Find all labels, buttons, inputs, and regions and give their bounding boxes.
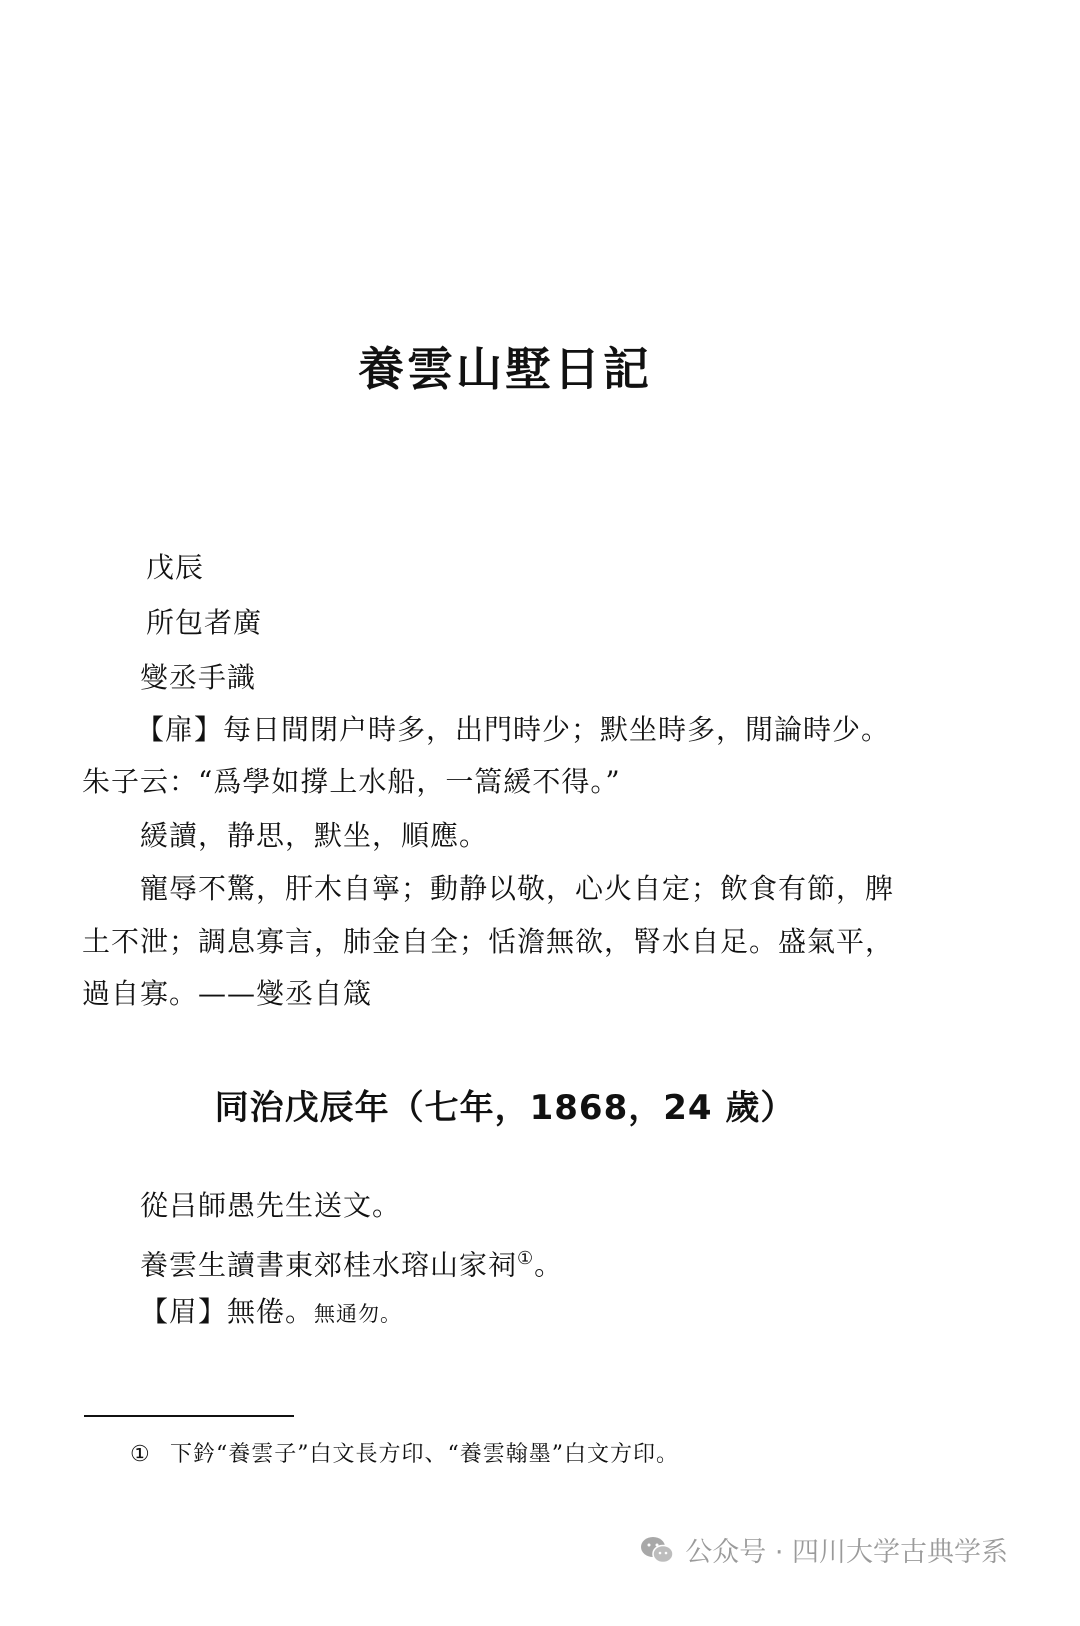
front-line-signature: 燮丞手識 [140,661,257,694]
section-line-1: 從吕師愚先生送文。 [140,1189,402,1222]
section-line-3 [140,1294,402,1332]
front-paragraph-2-line-2: 土不泄；調息寡言，肺金自全；恬澹無欲，腎水自足。盛氣平， [82,925,895,958]
footnote-mark: ① [130,1442,151,1467]
section-line-2-text: 養雲生讀書東郊桂水瑢山家祠 [140,1248,518,1282]
footnote [130,1440,679,1470]
footnote-rule [84,1415,294,1417]
front-line-date: 戊辰 [146,551,205,584]
front-line-motto: 所包者廣 [146,606,263,639]
section-line-3-note: 無通勿。 [314,1302,403,1326]
front-paragraph-2-line-1: 寵辱不驚，肝木自寧；動静以敬，心火自定；飲食有節，脾 [140,872,895,905]
watermark [639,1530,1008,1569]
section-line-3-main: 【眉】無倦。 [140,1295,315,1328]
wechat-icon [639,1535,675,1565]
front-paragraph-1-line-2: 朱子云：“爲學如撐上水船，一篙緩不得。” [82,765,621,798]
section-heading: 同治戊辰年（七年，1868，24 歲） [214,1088,796,1128]
watermark-text: 公众号 · 四川大学古典学系 [685,1537,1008,1568]
footnote-reference[interactable]: ① [517,1248,535,1269]
front-paragraph-1-line-1: 【扉】每日間閉户時多，出門時少；默坐時多，閒論時少。 [136,713,891,746]
front-paragraph-2-line-3: 過自寡。——燮丞自箴 [82,977,373,1010]
section-line-2-end: 。 [534,1248,564,1282]
front-line-maxims: 緩讀，静思，默坐，順應。 [140,819,489,852]
footnote-text: 下鈐“養雲子”白文長方印、“養雲翰墨”白文方印。 [170,1442,679,1467]
page-title: 養雲山墅日記 [358,342,652,396]
section-line-2 [140,1241,563,1283]
